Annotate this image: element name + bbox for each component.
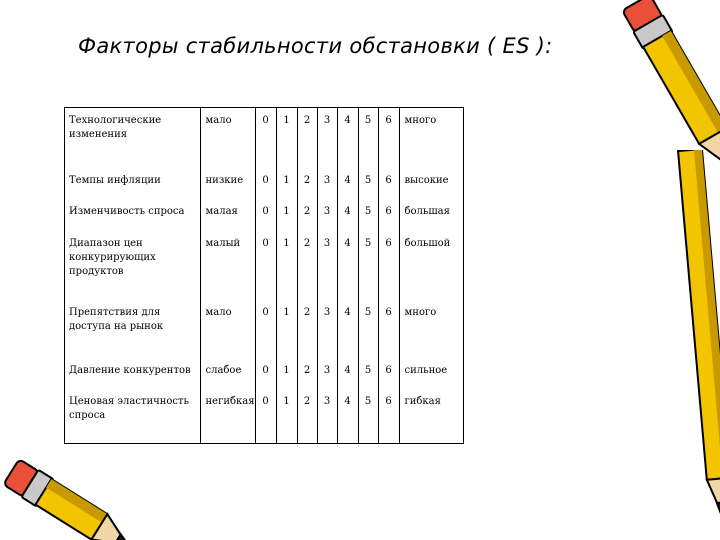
low-label-cell: малая bbox=[200, 198, 255, 230]
low-label-cell: негибкая bbox=[200, 388, 255, 444]
scale-cell: 1 bbox=[276, 198, 297, 230]
scale-cell: 2 bbox=[297, 198, 317, 230]
factor-cell: Давление конкурентов bbox=[69, 365, 191, 376]
scale-cell: 0 bbox=[255, 388, 276, 444]
factor-cell: Препятствия для доступа на рынок bbox=[69, 307, 164, 332]
scale-cell: 2 bbox=[297, 230, 317, 299]
scale-cell: 6 bbox=[378, 167, 399, 198]
scale-cell: 1 bbox=[276, 299, 297, 357]
scale-cell: 6 bbox=[378, 357, 399, 388]
factor-cell: Темпы инфляции bbox=[69, 175, 161, 186]
low-label-cell: малый bbox=[200, 230, 255, 299]
low-label-cell: низкие bbox=[200, 167, 255, 198]
scale-cell: 2 bbox=[297, 388, 317, 444]
scale-cell: 3 bbox=[317, 388, 337, 444]
scale-cell: 5 bbox=[358, 107, 378, 167]
scale-cell: 5 bbox=[358, 388, 378, 444]
scale-cell: 3 bbox=[317, 167, 337, 198]
scale-cell: 1 bbox=[276, 107, 297, 167]
scale-cell: 4 bbox=[337, 198, 358, 230]
low-label-cell: мало bbox=[200, 107, 255, 167]
scale-cell: 5 bbox=[358, 299, 378, 357]
pencil-icon bbox=[0, 430, 130, 540]
low-label-cell: мало bbox=[200, 299, 255, 357]
factor-cell: Изменчивость спроса bbox=[69, 206, 185, 217]
scale-cell: 1 bbox=[276, 167, 297, 198]
scale-cell: 4 bbox=[337, 107, 358, 167]
factor-cell: Диапазон цен конкурирующих продуктов bbox=[69, 238, 156, 277]
low-label-cell: слабое bbox=[200, 357, 255, 388]
factor-cell: Технологические изменения bbox=[69, 115, 162, 140]
scale-cell: 2 bbox=[297, 357, 317, 388]
scale-cell: 6 bbox=[378, 230, 399, 299]
table-row bbox=[64, 299, 464, 357]
scale-cell: 0 bbox=[255, 230, 276, 299]
scale-cell: 5 bbox=[358, 198, 378, 230]
pencil-icon bbox=[670, 150, 720, 540]
high-label-cell: большая bbox=[399, 198, 464, 230]
high-label-cell: высокие bbox=[399, 167, 464, 198]
stability-factors-table bbox=[64, 107, 464, 444]
scale-cell: 2 bbox=[297, 299, 317, 357]
scale-cell: 3 bbox=[317, 107, 337, 167]
scale-cell: 1 bbox=[276, 230, 297, 299]
table-row bbox=[64, 167, 464, 198]
high-label-cell: большой bbox=[399, 230, 464, 299]
scale-cell: 5 bbox=[358, 357, 378, 388]
slide-title: Факторы стабильности обстановки ( ES ): bbox=[78, 34, 553, 58]
pencil-wood bbox=[707, 478, 720, 515]
scale-cell: 6 bbox=[378, 388, 399, 444]
scale-cell: 0 bbox=[255, 107, 276, 167]
high-label-cell: гибкая bbox=[399, 388, 464, 444]
scale-cell: 0 bbox=[255, 167, 276, 198]
scale-cell: 3 bbox=[317, 357, 337, 388]
scale-cell: 3 bbox=[317, 230, 337, 299]
scale-cell: 3 bbox=[317, 198, 337, 230]
scale-cell: 0 bbox=[255, 357, 276, 388]
scale-cell: 1 bbox=[276, 357, 297, 388]
scale-cell: 6 bbox=[378, 198, 399, 230]
scale-cell: 4 bbox=[337, 167, 358, 198]
scale-cell: 4 bbox=[337, 357, 358, 388]
table-row bbox=[64, 357, 464, 388]
scale-cell: 4 bbox=[337, 230, 358, 299]
scale-cell: 0 bbox=[255, 198, 276, 230]
scale-cell: 2 bbox=[297, 167, 317, 198]
high-label-cell: много bbox=[399, 299, 464, 357]
pencil-body bbox=[643, 31, 720, 144]
scale-cell: 5 bbox=[358, 230, 378, 299]
high-label-cell: сильное bbox=[399, 357, 464, 388]
scale-cell: 4 bbox=[337, 299, 358, 357]
scale-cell: 6 bbox=[378, 299, 399, 357]
table-row bbox=[64, 107, 464, 167]
scale-cell: 0 bbox=[255, 299, 276, 357]
scale-cell: 2 bbox=[297, 107, 317, 167]
table-row bbox=[64, 230, 464, 299]
table-row bbox=[64, 198, 464, 230]
scale-cell: 5 bbox=[358, 167, 378, 198]
scale-cell: 4 bbox=[337, 388, 358, 444]
scale-cell: 6 bbox=[378, 107, 399, 167]
scale-cell: 3 bbox=[317, 299, 337, 357]
high-label-cell: много bbox=[399, 107, 464, 167]
factor-cell: Ценовая эластичность спроса bbox=[69, 396, 189, 421]
scale-cell: 1 bbox=[276, 388, 297, 444]
